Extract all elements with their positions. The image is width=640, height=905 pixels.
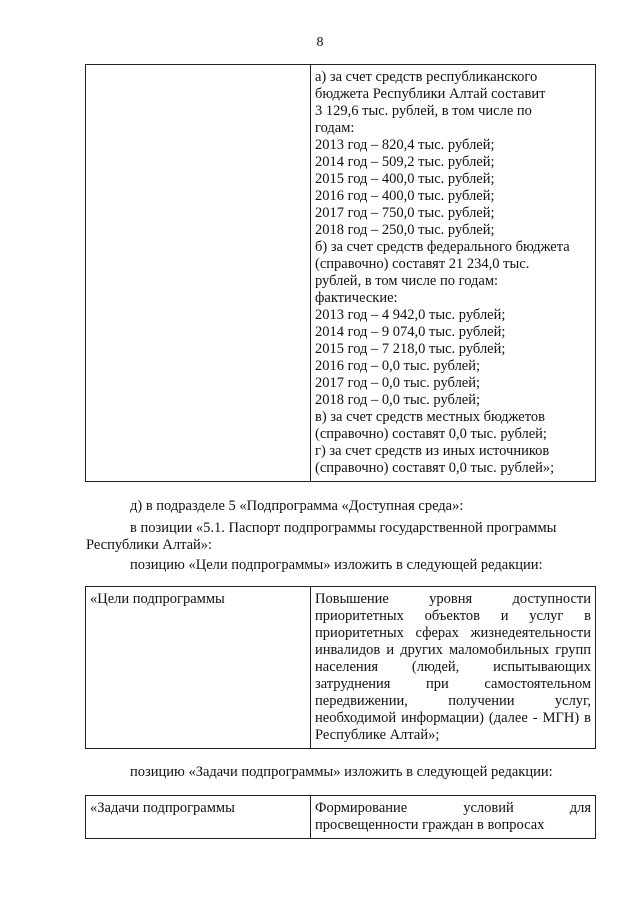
paragraph-position-5-1-cont: Республики Алтай»: [86, 537, 213, 553]
paragraph-tasks-intro: позицию «Задачи подпрограммы» изложить в следующей редакции: [130, 764, 553, 780]
finance-text-cell [311, 65, 596, 482]
finance-line: (справочно) составят 0,0 тыс. рублей»; [315, 460, 555, 476]
finance-line: 2017 год – 0,0 тыс. рублей; [315, 375, 481, 391]
tasks-label: «Задачи подпрограммы [86, 796, 311, 839]
paragraph-position-5-1: в позиции «5.1. Паспорт подпрограммы государственной программы [130, 520, 557, 536]
finance-line: фактические: [315, 290, 398, 306]
finance-line: в) за счет средств местных бюджетов [315, 409, 545, 425]
finance-table [85, 64, 596, 482]
page-number: 8 [316, 35, 324, 50]
finance-line: г) за счет средств из иных источников [315, 443, 550, 459]
finance-line: 2015 год – 7 218,0 тыс. рублей; [315, 341, 506, 357]
tasks-table [85, 795, 596, 839]
finance-line: 3 129,6 тыс. рублей, в том числе по [315, 103, 532, 119]
finance-line: 2018 год – 250,0 тыс. рублей; [315, 222, 495, 238]
tasks-text: Формирование условий для просвещенности граждан в вопросах [311, 796, 596, 839]
goals-text: Повышение уровня доступности приоритетных объектов и услуг в приоритетных сферах жизнедеятельности инвалидов и других маломобильных групп населения (людей, испытывающих затруднения при самостоятельном передвижении, получении услуг, необходимой информации) (далее - МГН) в Республике Алтай»; [311, 587, 596, 749]
finance-line: 2016 год – 400,0 тыс. рублей; [315, 188, 495, 204]
goals-table [85, 586, 596, 749]
finance-line: бюджета Республики Алтай составит [315, 86, 546, 102]
paragraph-subsection-5: д) в подразделе 5 «Подпрограмма «Доступная среда»: [130, 498, 464, 514]
finance-line: (справочно) составят 0,0 тыс. рублей; [315, 426, 547, 442]
finance-line: 2015 год – 400,0 тыс. рублей; [315, 171, 495, 187]
finance-line: рублей, в том числе по годам: [315, 273, 499, 289]
finance-line: 2016 год – 0,0 тыс. рублей; [315, 358, 481, 374]
paragraph-goals-intro: позицию «Цели подпрограммы» изложить в следующей редакции: [130, 557, 543, 573]
finance-line: 2018 год – 0,0 тыс. рублей; [315, 392, 481, 408]
finance-line: 2017 год – 750,0 тыс. рублей; [315, 205, 495, 221]
finance-line: (справочно) составят 21 234,0 тыс. [315, 256, 530, 272]
finance-line: годам: [315, 120, 355, 136]
finance-line: 2014 год – 509,2 тыс. рублей; [315, 154, 495, 170]
finance-line: 2013 год – 820,4 тыс. рублей; [315, 137, 495, 153]
goals-label: «Цели подпрограммы [86, 587, 311, 749]
finance-label-cell [86, 65, 311, 482]
finance-line: а) за счет средств республиканского [315, 69, 538, 85]
finance-line: 2014 год – 9 074,0 тыс. рублей; [315, 324, 506, 340]
finance-line: б) за счет средств федерального бюджета [315, 239, 570, 255]
finance-line: 2013 год – 4 942,0 тыс. рублей; [315, 307, 506, 323]
